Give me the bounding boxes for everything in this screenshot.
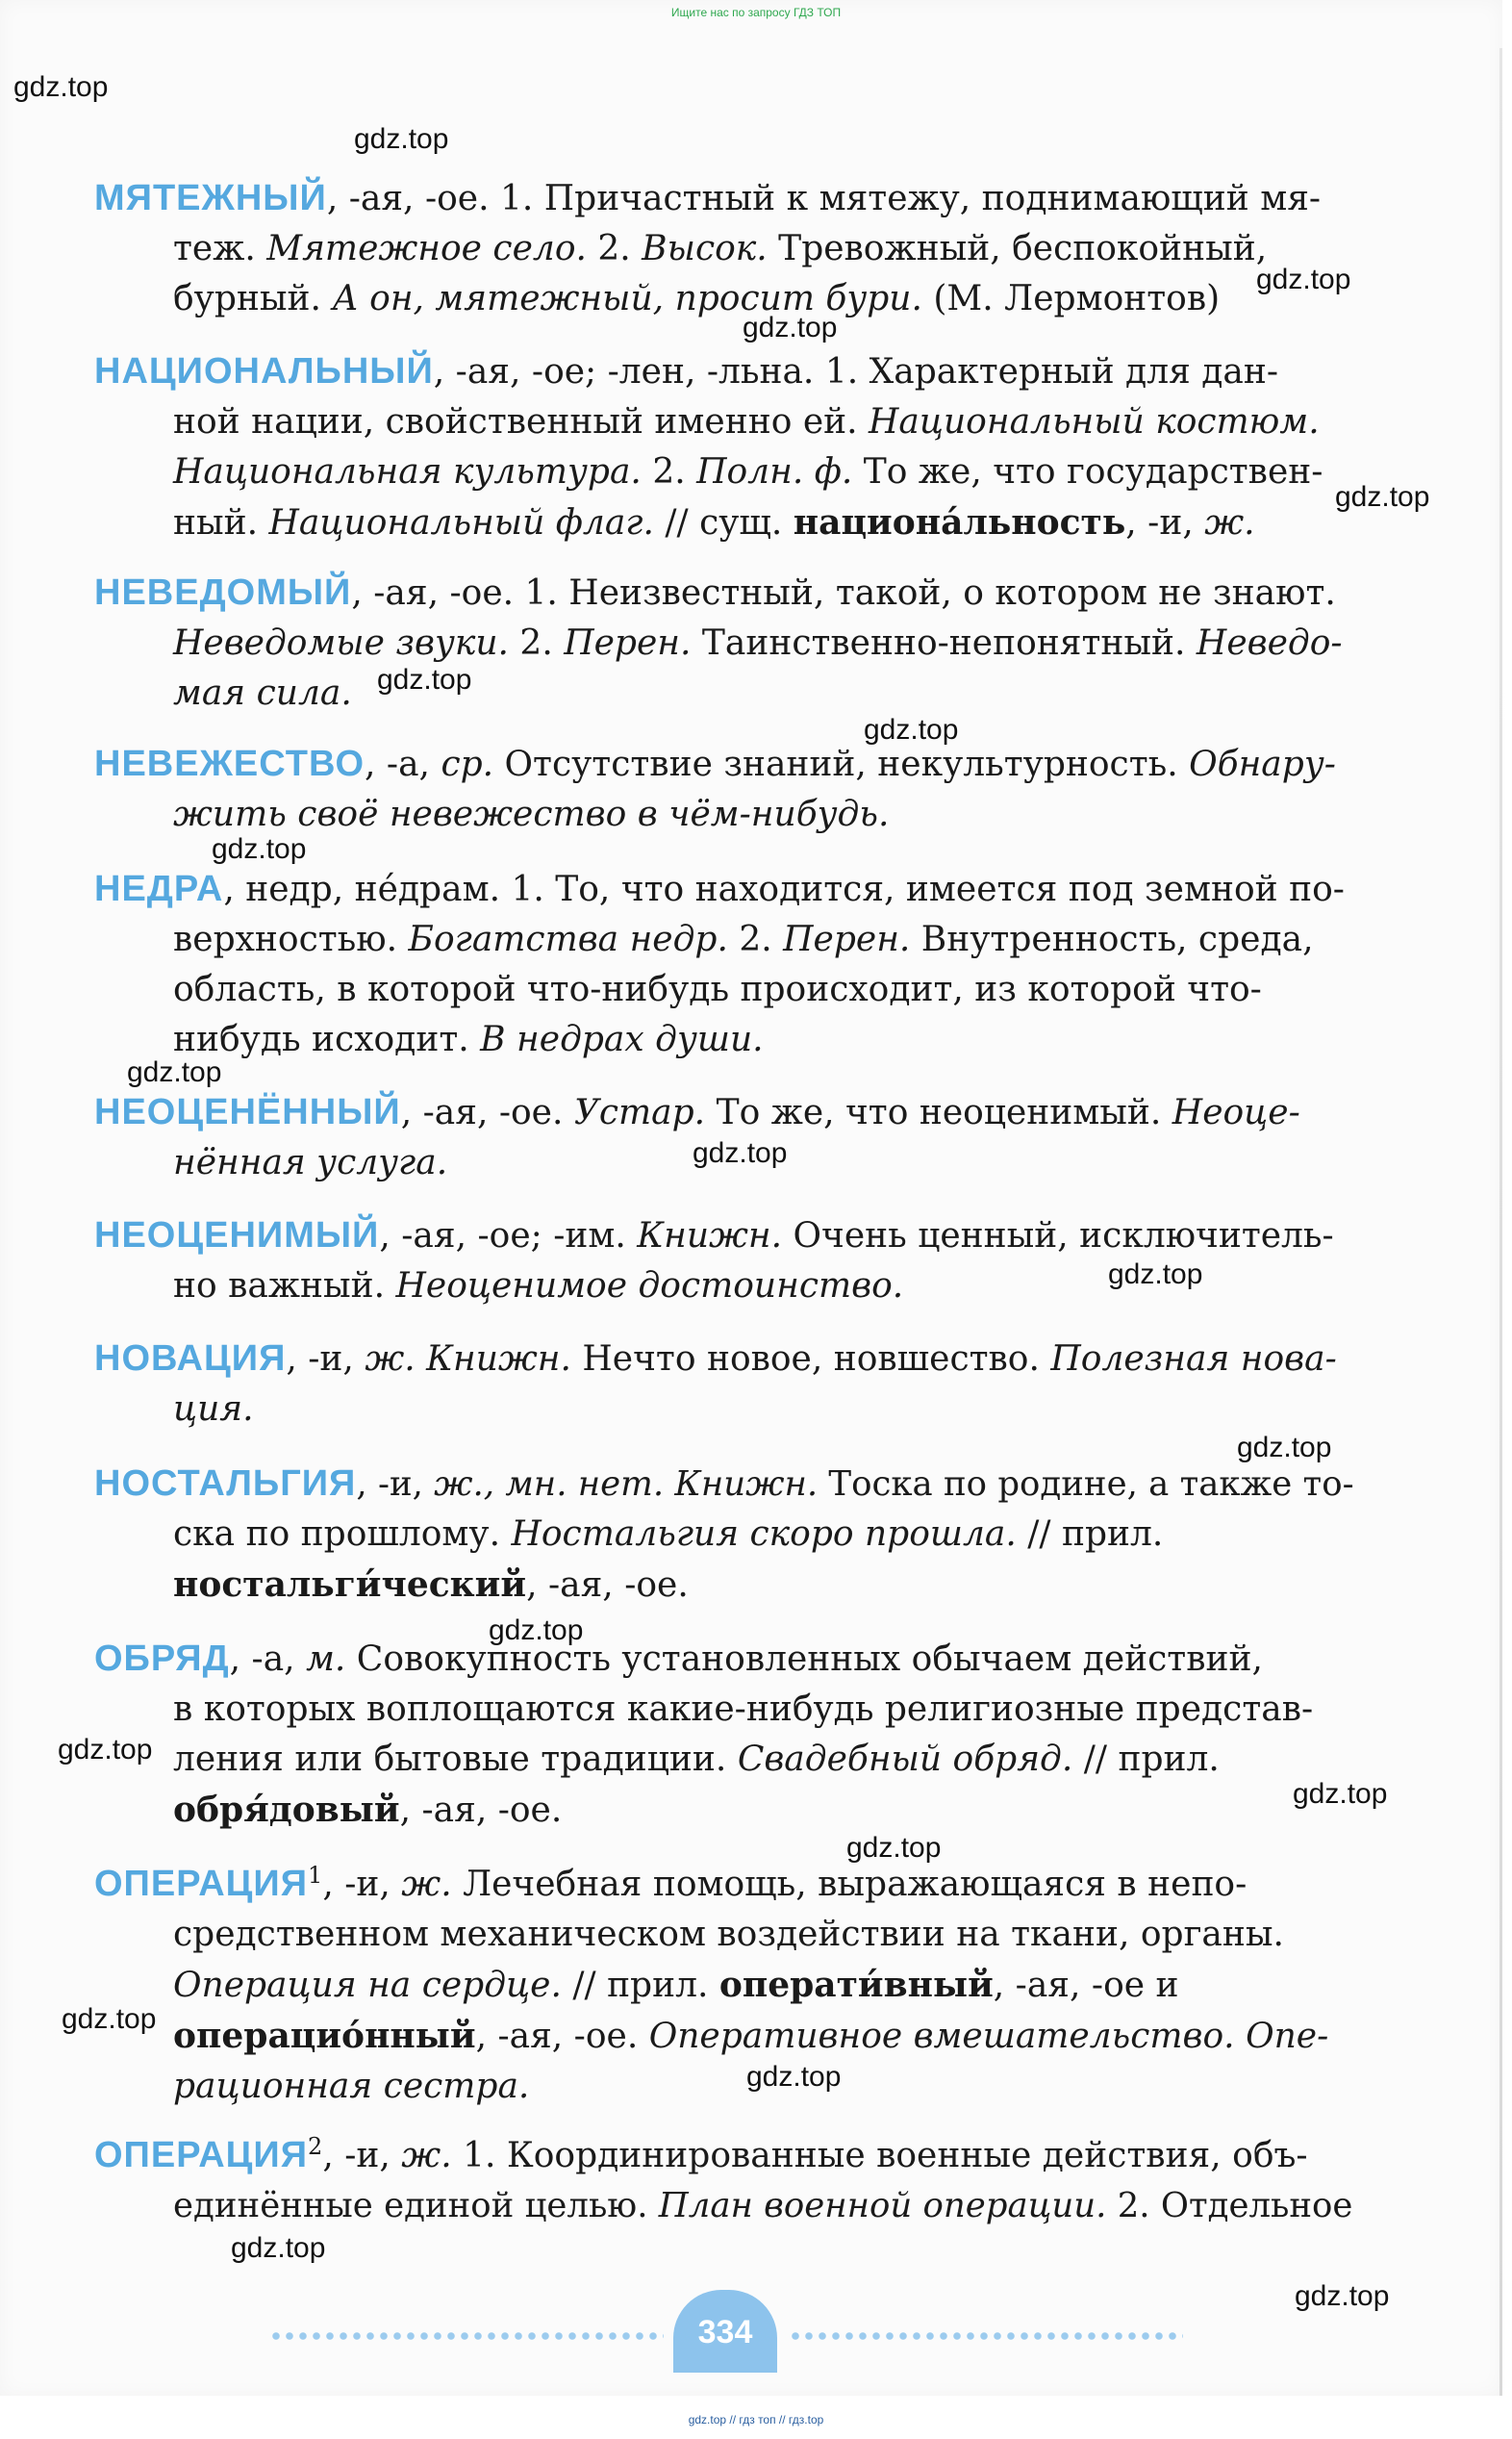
entry-text: 2.: [586, 229, 643, 268]
entry-text: , -и,: [1125, 503, 1205, 543]
entry-text: теж.: [173, 229, 267, 268]
entry-superscript: 1: [308, 1862, 323, 1889]
italic-text: В недрах души.: [480, 1020, 764, 1059]
italic-text: рационная сестра.: [173, 2067, 530, 2106]
entry-text: , -ая, -ое.: [400, 1093, 574, 1132]
entry-headword: НОСТАЛЬГИЯ: [94, 1463, 357, 1504]
entry-line: [94, 1960, 1364, 2011]
entry-line: [94, 1785, 1364, 1836]
dictionary-entry: [94, 1334, 1364, 1435]
entry-text: То же, что неоценимый.: [705, 1093, 1172, 1132]
dictionary-entry: [94, 173, 1364, 324]
italic-text: Оперативное вмешательство. Опе-: [648, 2017, 1329, 2056]
dictionary-entry: [94, 1859, 1364, 2112]
footer-dots-right: [789, 2330, 1183, 2342]
entry-text: , -а,: [365, 745, 441, 784]
entry-text: Таинственно-непонятный.: [691, 623, 1197, 663]
entry-text: средственном механическом воздействии на ткани, органы.: [173, 1915, 1284, 1954]
dictionary-entry: [94, 864, 1364, 1065]
entry-text: , -ая, -ое.: [475, 2017, 649, 2056]
entry-line: [94, 1685, 1364, 1735]
entry-text: 1. Координированные военные действия, объ-: [451, 2136, 1308, 2175]
entry-headword: НЕДРА: [94, 869, 224, 909]
dictionary-entry: [94, 1634, 1364, 1836]
watermark: gdz.top: [1293, 1778, 1388, 1810]
dictionary-entry: [94, 346, 1364, 548]
page-number: 334: [673, 2290, 777, 2373]
entry-text: , -и,: [286, 1339, 365, 1379]
entry-text: Внутренность, среда,: [910, 920, 1314, 959]
entry-text: нибудь исходит.: [173, 1020, 481, 1059]
entry-line: [94, 1385, 1364, 1435]
entry-headword: ОПЕРАЦИЯ: [94, 2135, 309, 2175]
entry-line: [94, 1459, 1364, 1510]
entry-line: [94, 915, 1364, 965]
entry-text: но важный.: [173, 1266, 396, 1306]
entry-line: [94, 2062, 1364, 2112]
entry-line: [94, 497, 1364, 548]
entry-text: единённые единой целью.: [173, 2186, 659, 2225]
entry-line: [94, 1910, 1364, 1960]
entry-line: [94, 965, 1364, 1015]
entry-text: , -и,: [322, 2136, 402, 2175]
italic-text: Ностальгия скоро прошла.: [511, 1514, 1017, 1554]
italic-text: Высок.: [642, 229, 768, 268]
entry-text: 2.: [727, 920, 784, 959]
entry-text: ный.: [173, 503, 269, 543]
entry-text: // сущ.: [653, 503, 794, 543]
italic-text: ср.: [441, 745, 494, 784]
entry-text: 2.: [641, 452, 697, 492]
italic-text: Мятежное село.: [266, 229, 587, 268]
entry-text: в которых воплощаются какие-нибудь религиозные представ-: [173, 1690, 1314, 1729]
entry-line: [94, 173, 1364, 224]
entry-text: То же, что государствен-: [852, 452, 1323, 492]
entry-text: , -ая, -ое; -лен, -льна. 1. Характерный для дан-: [433, 352, 1279, 392]
entry-headword: НЕВЕЖЕСТВО: [94, 744, 365, 784]
entry-text: , недр, не́драм. 1. То, что находится, имеется под земной по-: [223, 870, 1345, 909]
italic-text: Неведо-: [1196, 623, 1343, 663]
entry-text: , -ая, -ое.: [526, 1565, 689, 1605]
entry-line: [94, 864, 1364, 915]
watermark: gdz.top: [212, 833, 307, 865]
entry-text: 2. Отдельное: [1106, 2186, 1353, 2225]
italic-text: Операция на сердце.: [173, 1966, 562, 2005]
italic-text: План военной операции.: [658, 2186, 1107, 2225]
dictionary-entry: [94, 1459, 1364, 1611]
entry-headword: НЕОЦЕНЁННЫЙ: [94, 1092, 401, 1132]
entry-line: [94, 1334, 1364, 1385]
entry-text: , -ая, -ое. 1. Причастный к мятежу, поднимающий мя-: [326, 179, 1322, 218]
italic-text: жить своё невежество в чём-нибудь.: [173, 795, 890, 834]
entry-line: [94, 568, 1364, 619]
watermark: gdz.top: [354, 123, 449, 155]
italic-text: А он, мятежный, просит бури.: [332, 279, 922, 318]
watermark: gdz.top: [127, 1056, 222, 1088]
entry-line: [94, 2130, 1364, 2181]
entry-headword: МЯТЕЖНЫЙ: [94, 178, 327, 218]
watermark: gdz.top: [231, 2232, 326, 2264]
italic-text: Перен.: [783, 920, 911, 959]
entry-text: , -ая, -ое. 1. Неизвестный, такой, о котором не знают.: [351, 573, 1336, 613]
watermark: gdz.top: [58, 1734, 153, 1766]
italic-text: Неоце-: [1172, 1093, 1300, 1132]
watermark: gdz.top: [746, 2061, 842, 2093]
bold-text: операти́вный: [718, 1965, 994, 2005]
bold-text: национа́льность: [793, 502, 1126, 543]
italic-text: ж.: [401, 1865, 452, 1904]
entry-line: [94, 669, 1364, 719]
entry-text: бурный.: [173, 279, 333, 318]
page-edge: [1499, 48, 1502, 2396]
italic-text: Устар.: [573, 1093, 706, 1132]
entry-line: [94, 739, 1364, 790]
entry-text: область, в которой что-нибудь происходит, из которой что-: [173, 970, 1262, 1009]
entry-line: [94, 619, 1364, 669]
entry-headword: НЕОЦЕНИМЫЙ: [94, 1215, 380, 1256]
italic-text: мая сила.: [173, 673, 352, 713]
italic-text: ж. Книжн.: [365, 1339, 571, 1379]
italic-text: Полн. ф.: [696, 452, 853, 492]
entry-text: // прил.: [1072, 1740, 1220, 1779]
entry-text: Тревожный, беспокойный,: [767, 229, 1268, 268]
italic-text: нённая услуга.: [173, 1143, 448, 1182]
entry-text: 2.: [508, 623, 565, 663]
entry-line: [94, 1735, 1364, 1785]
entry-headword: ОПЕРАЦИЯ: [94, 1864, 309, 1904]
entry-superscript: 2: [308, 2133, 323, 2160]
entry-text: Лечебная помощь, выражающаяся в непо-: [451, 1865, 1247, 1904]
italic-text: Национальный флаг.: [268, 503, 654, 543]
entry-line: [94, 346, 1364, 397]
watermark: gdz.top: [743, 312, 838, 343]
entry-text: верхностью.: [173, 920, 409, 959]
top-search-note: Ищите нас по запросу ГДЗ ТОП: [670, 6, 842, 19]
entry-line: [94, 2011, 1364, 2062]
entry-text: Совокупность установленных обычаем действий,: [345, 1639, 1263, 1679]
italic-text: Перен.: [564, 623, 692, 663]
entry-text: , -и,: [322, 1865, 402, 1904]
italic-text: ж.: [401, 2136, 452, 2175]
italic-text: м.: [306, 1639, 346, 1679]
italic-text: Неоценимое достоинство.: [395, 1266, 904, 1306]
italic-text: Неведомые звуки.: [173, 623, 509, 663]
italic-text: ж.: [1204, 503, 1255, 543]
italic-text: ж., мн. нет. Книжн.: [434, 1464, 819, 1504]
entry-line: [94, 447, 1364, 497]
italic-text: Полезная нова-: [1050, 1339, 1337, 1379]
bold-text: операцио́нный: [173, 2016, 476, 2056]
italic-text: Национальный костюм.: [869, 402, 1320, 442]
entry-text: ления или бытовые традиции.: [173, 1740, 738, 1779]
italic-text: Свадебный обряд.: [737, 1740, 1073, 1779]
watermark: gdz.top: [693, 1137, 788, 1169]
watermark: gdz.top: [62, 2003, 157, 2035]
entry-text: // прил.: [1016, 1514, 1164, 1554]
entry-line: [94, 1087, 1364, 1138]
watermark: gdz.top: [1237, 1432, 1332, 1463]
bold-text: ностальги́ческий: [173, 1564, 527, 1605]
entry-text: , -ая, -ое.: [399, 1791, 563, 1830]
watermark: gdz.top: [1295, 2280, 1390, 2312]
watermark: gdz.top: [1108, 1258, 1203, 1290]
entry-line: [94, 1210, 1364, 1261]
entry-line: [94, 274, 1364, 324]
watermark: gdz.top: [1256, 264, 1351, 295]
entry-text: Очень ценный, исключитель-: [782, 1216, 1334, 1256]
italic-text: Книжн.: [637, 1216, 783, 1256]
entry-headword: НАЦИОНАЛЬНЫЙ: [94, 351, 434, 392]
entry-line: [94, 1859, 1364, 1910]
entry-text: (М. Лермонтов): [921, 279, 1221, 318]
entry-line: [94, 1510, 1364, 1560]
italic-text: Богатства недр.: [408, 920, 728, 959]
watermark: gdz.top: [377, 664, 472, 696]
entry-text: ска по прошлому.: [173, 1514, 512, 1554]
italic-text: Национальная культура.: [173, 452, 642, 492]
entry-text: , -а,: [229, 1639, 307, 1679]
footer-dots-left: [269, 2330, 664, 2342]
entry-line: [94, 2181, 1364, 2231]
entry-text: Отсутствие знаний, некультурность.: [493, 745, 1190, 784]
bold-text: обря́довый: [173, 1790, 400, 1830]
dictionary-entry: [94, 739, 1364, 840]
bottom-note: gdz.top // гдз топ // гдз.top: [688, 2413, 824, 2426]
italic-text: Обнару-: [1189, 745, 1336, 784]
entry-text: , -ая, -ое; -им.: [379, 1216, 638, 1256]
italic-text: ция.: [173, 1389, 254, 1429]
watermark: gdz.top: [13, 71, 109, 103]
entry-text: // прил.: [561, 1966, 719, 2005]
dictionary-entry: [94, 2130, 1364, 2231]
dictionary-entry: [94, 568, 1364, 719]
entry-headword: НОВАЦИЯ: [94, 1338, 287, 1379]
watermark: gdz.top: [489, 1614, 584, 1646]
watermark: gdz.top: [1335, 481, 1430, 513]
entry-text: Нечто новое, новшество.: [570, 1339, 1051, 1379]
entry-headword: НЕВЕДОМЫЙ: [94, 572, 352, 613]
entry-headword: ОБРЯД: [94, 1639, 230, 1679]
entry-text: ной нации, свойственный именно ей.: [173, 402, 869, 442]
entry-line: [94, 224, 1364, 274]
entry-line: [94, 1634, 1364, 1685]
entry-line: [94, 397, 1364, 447]
watermark: gdz.top: [864, 714, 959, 746]
entry-text: Тоска по родине, а также то-: [818, 1464, 1354, 1504]
watermark: gdz.top: [846, 1832, 942, 1864]
entry-text: , -ая, -ое и: [993, 1966, 1179, 2005]
entry-line: [94, 1015, 1364, 1065]
entry-line: [94, 1560, 1364, 1611]
entry-text: , -и,: [356, 1464, 435, 1504]
